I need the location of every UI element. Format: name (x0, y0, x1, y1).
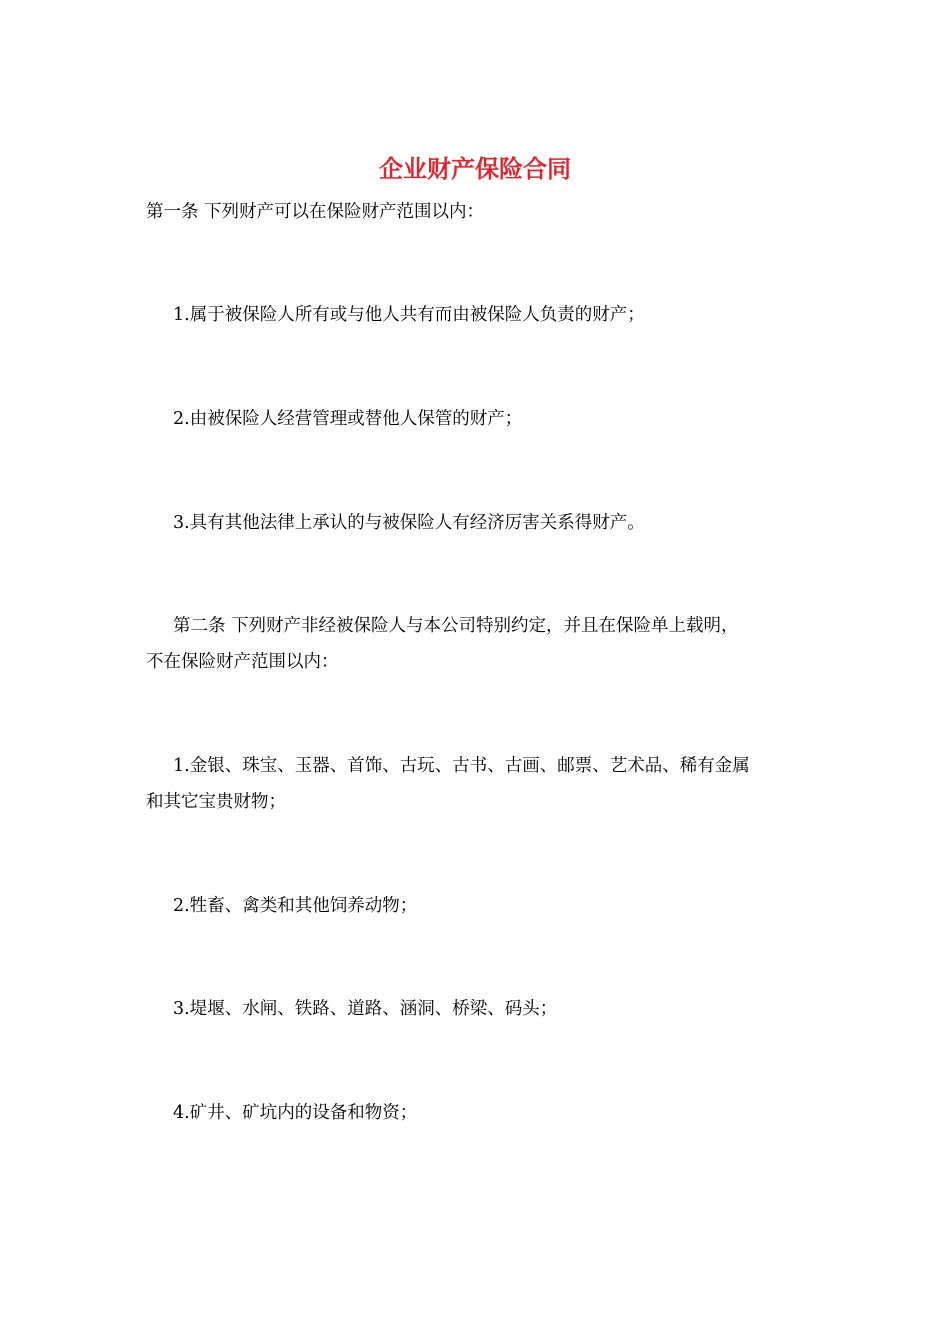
article-2-item-4: 4.矿井、矿坑内的设备和物资； (173, 1103, 418, 1123)
article-2-item-3: 3.堤堰、水闸、铁路、道路、涵洞、桥梁、码头； (173, 999, 558, 1019)
article-1-heading: 第一条 下列财产可以在保险财产范围以内： (146, 202, 485, 222)
article-2-heading-line-2: 不在保险财产范围以内： (146, 652, 339, 672)
article-2-heading-line-1: 第二条 下列财产非经被保险人与本公司特别约定，并且在保险单上载明， (173, 616, 739, 636)
article-1-item-2: 2.由被保险人经营管理或替他人保管的财产； (173, 409, 523, 429)
article-2-item-1-line-2: 和其它宝贵财物； (146, 792, 286, 812)
document-title: 企业财产保险合同 (379, 155, 571, 183)
article-1-item-1: 1.属于被保险人所有或与他人共有而由被保险人负责的财产； (173, 305, 645, 325)
article-1-item-3: 3.具有其他法律上承认的与被保险人有经济厉害关系得财产。 (173, 513, 645, 533)
article-2-item-2: 2.牲畜、禽类和其他饲养动物； (173, 896, 418, 916)
article-2-item-1-line-1: 1.金银、珠宝、玉器、首饰、古玩、古书、古画、邮票、艺术品、稀有金属 (173, 756, 750, 776)
